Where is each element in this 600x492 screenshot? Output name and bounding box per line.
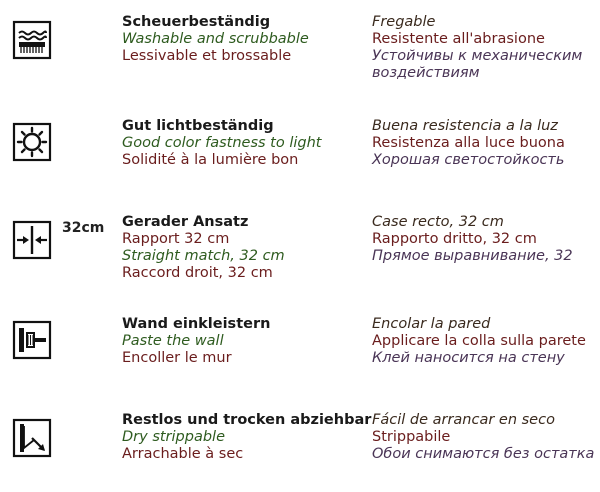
german-repeat-label: Rapport 32 cm	[122, 231, 230, 247]
light-fastness-sun-icon	[12, 122, 52, 162]
russian-label: Клей наносится на стену	[372, 350, 565, 366]
italian-label: Applicare la colla sulla parete	[372, 333, 586, 349]
french-label: Encoller le mur	[122, 350, 232, 366]
french-label: Raccord droit, 32 cm	[122, 265, 273, 281]
russian-label: Хорошая светостойкость	[372, 152, 565, 168]
straight-match-icon	[12, 220, 52, 260]
spanish-label: Case recto, 32 cm	[372, 214, 504, 230]
symbol-row-paste-wall	[0, 316, 600, 396]
french-label: Solidité à la lumière bon	[122, 152, 299, 168]
german-label: Gut lichtbeständig	[122, 118, 274, 134]
german-label: Restlos und trocken abziehbar	[122, 412, 372, 428]
russian-label: Прямое выравнивание, 32	[372, 248, 573, 264]
row-text-right	[372, 412, 597, 463]
german-label: Scheuerbeständig	[122, 14, 271, 30]
symbol-row-dry-strippable	[0, 412, 600, 492]
spanish-label: Buena resistencia a la luz	[372, 118, 558, 134]
row-text-left	[122, 14, 367, 65]
row-text-left	[122, 214, 367, 282]
row-text-left	[122, 118, 367, 169]
spanish-label: Fácil de arrancar en seco	[372, 412, 555, 428]
spanish-label: Fregable	[372, 14, 436, 30]
italian-label: Strippabile	[372, 429, 451, 445]
italian-label: Resistente all'abrasione	[372, 31, 545, 47]
english-label: Washable and scrubbable	[122, 31, 309, 47]
english-label: Good color fastness to light	[122, 135, 322, 151]
russian-label: Обои снимаются без остатка	[372, 446, 595, 462]
symbol-row-light-fastness	[0, 118, 600, 198]
row-text-right	[372, 316, 597, 367]
row-text-left	[122, 316, 367, 367]
washable-scrubbable-icon	[12, 20, 52, 60]
spanish-label: Encolar la pared	[372, 316, 491, 332]
symbol-row-washable	[0, 14, 600, 94]
row-text-left	[122, 412, 372, 463]
row-text-right	[372, 214, 597, 265]
symbol-row-straight-match	[0, 214, 600, 294]
french-label: Arrachable à sec	[122, 446, 244, 462]
english-label: Dry strippable	[122, 429, 225, 445]
row-text-right	[372, 118, 597, 169]
paste-the-wall-icon	[12, 320, 52, 360]
german-label: Gerader Ansatz	[122, 214, 249, 230]
italian-label: Resistenza alla luce buona	[372, 135, 565, 151]
repeat-size-label: 32cm	[62, 220, 105, 236]
german-label: Wand einkleistern	[122, 316, 271, 332]
row-text-right	[372, 14, 597, 82]
russian-label: Устойчивы к механическим воздействиям	[372, 48, 583, 81]
italian-label: Rapporto dritto, 32 cm	[372, 231, 537, 247]
english-label: Paste the wall	[122, 333, 224, 349]
dry-strippable-icon	[12, 418, 52, 458]
french-label: Lessivable et brossable	[122, 48, 292, 64]
english-label: Straight match, 32 cm	[122, 248, 285, 264]
